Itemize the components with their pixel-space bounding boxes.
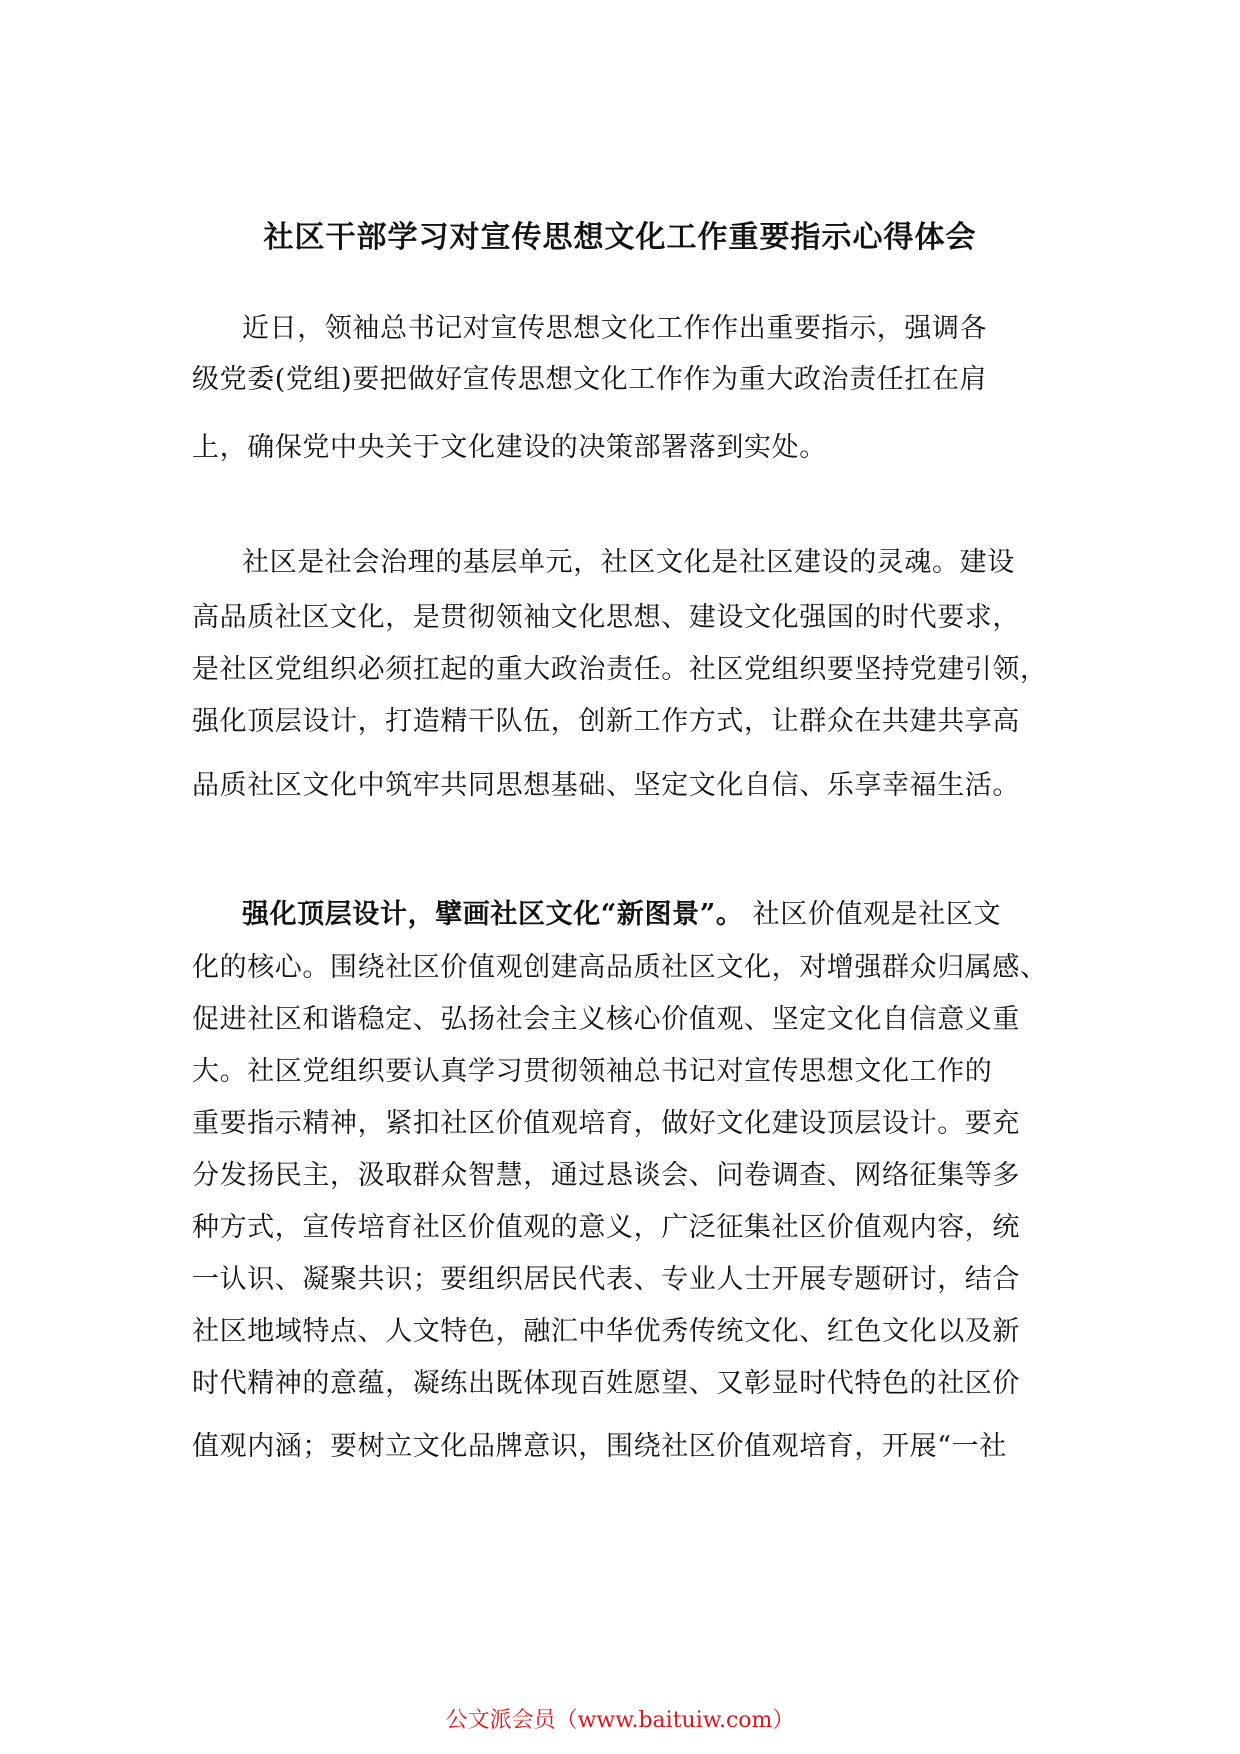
paragraph-3-line-3: 促进社区和谐稳定、弘扬社会主义核心价值观、坚定文化自信意义重 bbox=[192, 1004, 1020, 1035]
paragraph-3-line-1 bbox=[242, 892, 1001, 931]
paragraph-1-line-2: 级党委(党组)要把做好宣传思想文化工作作为重大政治责任扛在肩 bbox=[192, 364, 988, 395]
paragraph-2-line-1: 社区是社会治理的基层单元，社区文化是社区建设的灵魂。建设 bbox=[242, 547, 1015, 578]
paragraph-2-line-5: 品质社区文化中筑牢共同思想基础、坚定文化自信、乐享幸福生活。 bbox=[192, 770, 1020, 801]
paragraph-1-line-1: 近日，领袖总书记对宣传思想文化工作作出重要指示，强调各 bbox=[242, 313, 988, 344]
paragraph-3-line-5: 重要指示精神，紧扣社区价值观培育，做好文化建设顶层设计。要充 bbox=[192, 1108, 1020, 1139]
paragraph-3-heading: 强化顶层设计，擘画社区文化“新图景”。 bbox=[242, 899, 744, 930]
paragraph-3-line-11: 值观内涵；要树立文化品牌意识，围绕社区价值观培育，开展“一社 bbox=[192, 1431, 1007, 1462]
paragraph-3-line-6: 分发扬民主，汲取群众智慧，通过恳谈会、问卷调查、网络征集等多 bbox=[192, 1160, 1020, 1191]
footer-watermark-link[interactable]: 公文派会员（www.baituiw.com） bbox=[445, 1708, 795, 1733]
document-title: 社区干部学习对宣传思想文化工作重要指示心得体会 bbox=[263, 220, 977, 255]
paragraph-1-line-3: 上，确保党中央关于文化建设的决策部署落到实处。 bbox=[192, 432, 827, 463]
paragraph-2-line-4: 强化顶层设计，打造精干队伍，创新工作方式，让群众在共建共享高 bbox=[192, 706, 1020, 737]
paragraph-3-line-7: 种方式，宣传培育社区价值观的意义，广泛征集社区价值观内容，统 bbox=[192, 1212, 1020, 1243]
paragraph-3-line-1-rest: 社区价值观是社区文 bbox=[743, 899, 1002, 930]
paragraph-3-line-10: 时代精神的意蕴，凝练出既体现百姓愿望、又彰显时代特色的社区价 bbox=[192, 1368, 1020, 1399]
paragraph-2-line-2: 高品质社区文化，是贯彻领袖文化思想、建设文化强国的时代要求， bbox=[192, 602, 1020, 633]
paragraph-3-line-8: 一认识、凝聚共识；要组织居民代表、专业人士开展专题研讨，结合 bbox=[192, 1264, 1020, 1295]
paragraph-3-line-9: 社区地域特点、人文特色，融汇中华优秀传统文化、红色文化以及新 bbox=[192, 1316, 1020, 1347]
paragraph-3-line-2: 化的核心。围绕社区价值观创建高品质社区文化，对增强群众归属感、 bbox=[192, 952, 1048, 983]
paragraph-2-line-3: 是社区党组织必须扛起的重大政治责任。社区党组织要坚持党建引领， bbox=[192, 654, 1048, 685]
paragraph-3-line-4: 大。社区党组织要认真学习贯彻领袖总书记对宣传思想文化工作的 bbox=[192, 1056, 993, 1087]
